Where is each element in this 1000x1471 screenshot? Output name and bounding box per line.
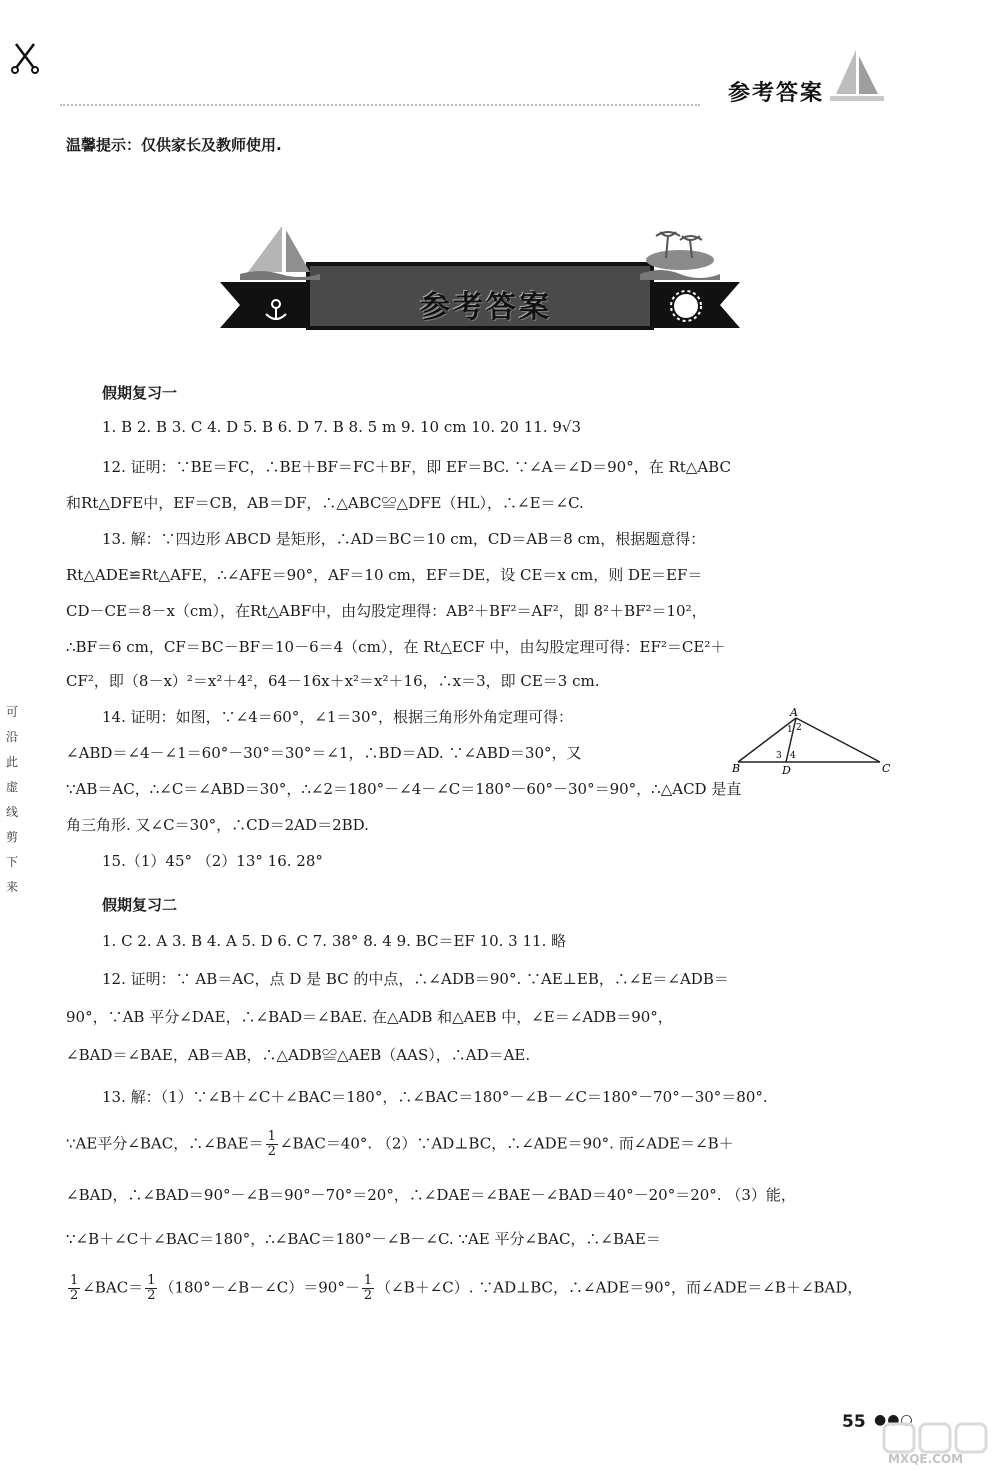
page-number: 55 <box>842 1412 866 1432</box>
answer-line: ∠BAD＝∠BAE，AB＝AB，∴△ADB≌△AEB（AAS），∴AD＝AE. <box>66 1046 531 1064</box>
answer-line: 和Rt△DFE中，EF＝CB，AB＝DF，∴△ABC≌△DFE（HL），∴∠E＝∠C. <box>66 494 584 512</box>
answer-line: ∠BAD，∴∠BAD＝90°－∠B＝90°－70°＝20°，∴∠DAE＝∠BAE－∠BAD＝40°－20°＝20°. （3）能， <box>66 1186 796 1204</box>
cut-line <box>60 104 700 106</box>
answer-line: 12. 证明：∵ AB＝AC，点 D 是 BC 的中点，∴∠ADB＝90°. ∵AE⊥EB，∴∠E＝∠ADB＝ <box>102 970 729 988</box>
angle-label: 3 <box>776 751 782 761</box>
cut-hint-vertical: 可 沿 此 虚 线 剪 下 来 <box>5 705 18 894</box>
answer-line: 12. 证明：∵BE＝FC，∴BE＋BF＝FC＋BF，即 EF＝BC. ∵∠A＝∠D＝90°，在 Rt△ABC <box>102 458 731 476</box>
fraction: $\frac{1}{2}$ <box>147 1273 156 1303</box>
angle-label: 2 <box>796 723 802 733</box>
scissors-icon <box>10 40 40 74</box>
section-title: 假期复习二 <box>102 896 178 914</box>
watermark-text: MXQE.COM <box>888 1452 964 1466</box>
label-A: A <box>790 706 798 719</box>
sailboat-icon <box>826 44 888 106</box>
answer-line: Rt△ADE≌Rt△AFE，∴∠AFE＝90°，AF＝10 cm，EF＝DE，设 CE＝x cm，则 DE＝EF＝ <box>66 566 703 584</box>
answer-line: 14. 证明：如图，∵∠4＝60°，∠1＝30°，根据三角形外角定理可得： <box>102 708 574 726</box>
answer-line: 13. 解：（1）∵∠B＋∠C＋∠BAC＝180°，∴∠BAC＝180°－∠B－∠C＝180°－70°－30°＝80°. <box>102 1088 768 1106</box>
answer-line: 角三角形. 又∠C＝30°，∴CD＝2AD＝2BD. <box>66 816 369 834</box>
answer-line: ∴BF＝6 cm，CF＝BC－BF＝10－6＝4（cm），在 Rt△ECF 中，由勾股定理可得：EF²＝CE²＋ <box>66 638 726 656</box>
fraction: $\frac{1}{2}$ <box>267 1129 276 1159</box>
answer-line: 1. C 2. A 3. B 4. A 5. D 6. C 7. 38° 8. 4 9. BC＝EF 10. 3 11. 略 <box>102 932 567 950</box>
label-C: C <box>882 762 891 775</box>
label-D: D <box>782 764 791 776</box>
section-title: 假期复习一 <box>102 384 178 402</box>
triangle-figure <box>732 706 892 776</box>
answer-line: ∵AB＝AC，∴∠C＝∠ABD＝30°，∴∠2＝180°－∠4－∠C＝180°－60°－30°＝90°，∴△ACD 是直 <box>66 780 742 798</box>
answer-line: 13. 解：∵四边形 ABCD 是矩形，∴AD＝BC＝10 cm，CD＝AB＝8 cm，根据题意得： <box>102 530 706 548</box>
answer-line: CF²，即（8－x）²＝x²＋4²，64－16x＋x²＝x²＋16，∴x＝3，即 CE＝3 cm. <box>66 672 600 690</box>
tip-text: 温馨提示：仅供家长及教师使用. <box>66 136 282 154</box>
fraction: $\frac{1}{2}$ <box>70 1273 79 1303</box>
answer-line: ∵∠B＋∠C＋∠BAC＝180°，∴∠BAC＝180°－∠B－∠C. ∵AE 平分∠BAC，∴∠BAE＝ <box>66 1230 661 1248</box>
fraction: $\frac{1}{2}$ <box>363 1273 373 1303</box>
banner-title: 参考答案 <box>420 290 552 325</box>
label-B: B <box>732 762 741 775</box>
header-title: 参考答案 <box>728 81 825 106</box>
answer-line: ∠ABD＝∠4－∠1＝60°－30°＝30°＝∠1，∴BD＝AD. ∵∠ABD＝30°，又 <box>66 744 582 762</box>
answer-line: 1. B 2. B 3. C 4. D 5. B 6. D 7. B 8. 5 m 9. 10 cm 10. 20 11. 9√3 <box>102 418 582 436</box>
angle-label: 1 <box>787 725 793 735</box>
answer-line: 90°，∵AB 平分∠DAE，∴∠BAD＝∠BAE. 在△ADB 和△AEB 中，∠E＝∠ADB＝90°， <box>66 1008 673 1026</box>
answer-line: ∵AE平分∠BAC，∴∠BAE＝ $\frac{1}{2}$ ∠BAC＝40°. （2）∵AD⊥BC，∴∠ADE＝90°. 而∠ADE＝∠B＋ <box>66 1129 734 1159</box>
answer-line: 15.（1）45° （2）13° 16. 28° <box>102 852 323 870</box>
answer-line: $\frac{1}{2}$ ∠BAC＝ $\frac{1}{2}$ （180°－∠B－∠C）＝90°－ $\frac{1}{2}$ （∠B＋∠C）. ∵AD⊥BC，∴∠ADE＝90°，而∠ADE＝∠B＋∠BAD， <box>70 1273 863 1303</box>
answer-line: CD－CE＝8－x（cm），在Rt△ABF中，由勾股定理得：AB²＋BF²＝AF²，即 8²＋BF²＝10²， <box>66 602 707 620</box>
page-dots: ●●○ <box>874 1412 914 1428</box>
angle-label: 4 <box>790 751 796 761</box>
